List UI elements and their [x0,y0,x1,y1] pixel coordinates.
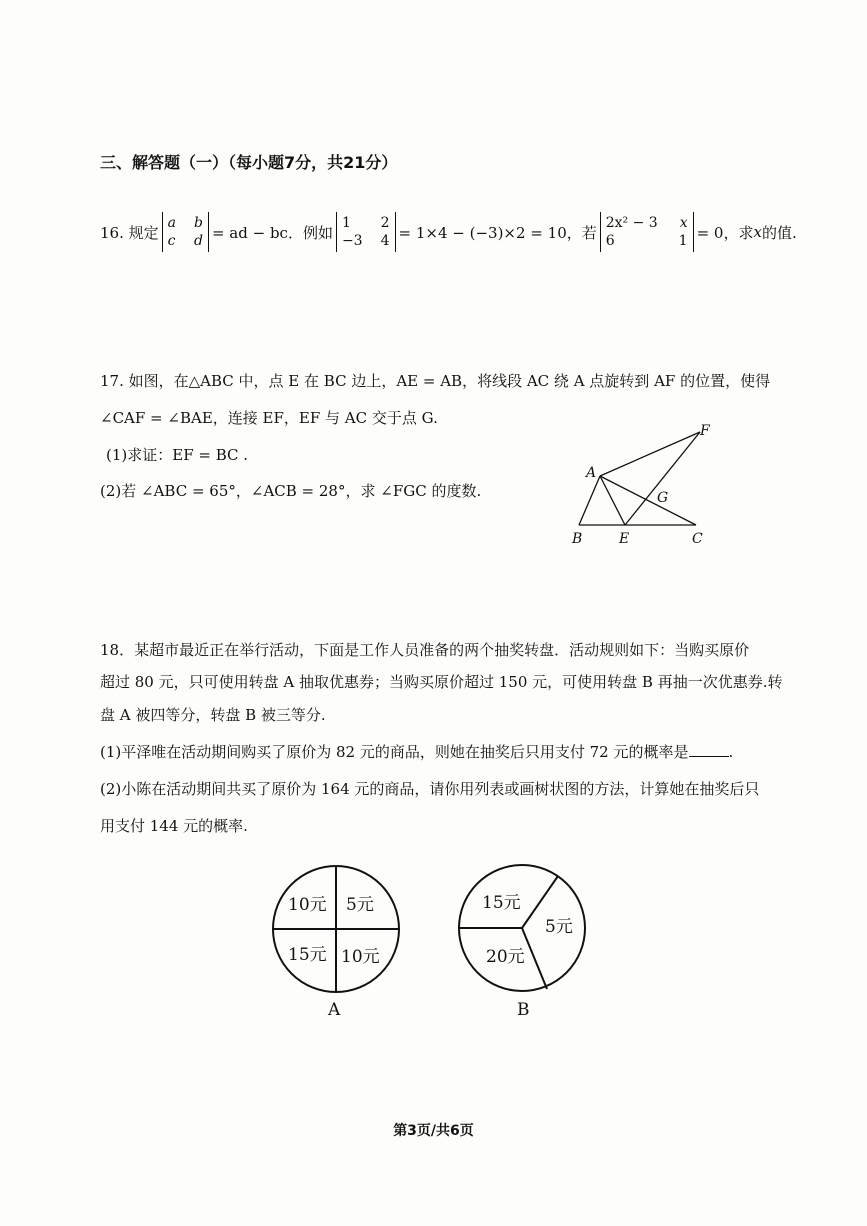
determinant-definition [162,212,209,252]
q18-line1: 18．某超市最近正在举行活动，下面是工作人员准备的两个抽奖转盘．活动规则如下：当购买原价 [100,641,750,659]
det-cell: 1 [678,233,688,249]
q18-part2b: 用支付 144 元的概率. [100,817,248,835]
q18-line3: 盘 A 被四等分，转盘 B 被三等分. [100,706,326,724]
q16-question-end: 的值. [761,223,797,242]
segment-ac [600,476,696,525]
determinant-question [600,212,694,252]
det-cell: 6 [605,233,615,249]
q17-part1: (1)求证：EF = BC . [106,446,249,464]
section-title: 三、解答题（一）（每小题7分，共21分） [100,153,398,172]
det-cell: −3 [341,233,363,249]
det-cell: a [167,215,176,231]
q17-line1: 17. 如图，在△ABC 中，点 E 在 BC 边上，AE = AB，将线段 AC 绕 A 点旋转到 AF 的位置，使得 [100,372,771,390]
spinner-b [450,860,600,1025]
spinner-a-sector: 15元 [288,945,327,965]
question-16 [100,210,797,254]
determinant-example [336,212,396,252]
q16-definition-rhs: = ad − bc．例如 [211,223,333,242]
det-cell: 2 [380,215,390,231]
label-b: B [572,531,583,547]
q18-part1-end: . [728,743,734,761]
q16-number: 16. 规定 [100,223,159,242]
spinner-b-label: B [517,1000,530,1020]
label-a: A [586,465,597,481]
det-cell: 2x² − 3 [605,215,658,231]
q18-part1 [100,736,733,768]
q16-example-rhs: = 1×4 − (−3)×2 = 10，若 [398,223,597,242]
spinner-b-sector: 5元 [545,917,573,937]
answer-blank [689,742,729,757]
q18-part1-text: (1)平泽唯在活动期间购买了原价为 82 元的商品，则她在抽奖后只用支付 72 元的概率是 [100,743,689,761]
det-cell: d [193,233,203,249]
q17-part2: (2)若 ∠ABC = 65°，∠ACB = 28°，求 ∠FGC 的度数. [100,482,482,500]
triangle-figure [560,415,730,550]
det-cell: x [679,215,688,231]
spinner-b-sector: 15元 [482,893,521,913]
q16-variable: x [753,223,762,241]
spinner-a-sector: 5元 [346,895,374,915]
q17-line2: ∠CAF = ∠BAE，连接 EF，EF 与 AC 交于点 G. [100,409,438,427]
label-f: F [700,423,710,439]
q16-question-rhs: = 0，求 [696,223,754,242]
q18-line2: 超过 80 元，只可使用转盘 A 抽取优惠券；当购买原价超过 150 元，可使用转盘 B 再抽一次优惠券.转 [100,673,783,691]
label-c: C [692,531,703,547]
det-cell: 4 [380,233,390,249]
segment-ae [600,476,625,525]
spinner-b-divider [522,928,547,989]
spinner-b-sector: 20元 [486,947,525,967]
det-cell: b [193,215,203,231]
spinner-a [265,860,415,1025]
spinner-a-label: A [328,1000,341,1020]
segment-fe [625,432,700,525]
label-g: G [657,490,669,506]
segment-ab [579,476,600,525]
segment-af [600,432,700,476]
page-footer: 第3页/共6页 [393,1123,474,1139]
spinner-a-sector: 10元 [288,895,327,915]
det-cell: c [167,233,176,249]
det-cell: 1 [341,215,351,231]
q18-part2a: (2)小陈在活动期间共买了原价为 164 元的商品，请你用列表或画树状图的方法，计算她在抽奖后只 [100,780,760,798]
label-e: E [619,531,630,547]
spinner-a-sector: 10元 [341,947,380,967]
